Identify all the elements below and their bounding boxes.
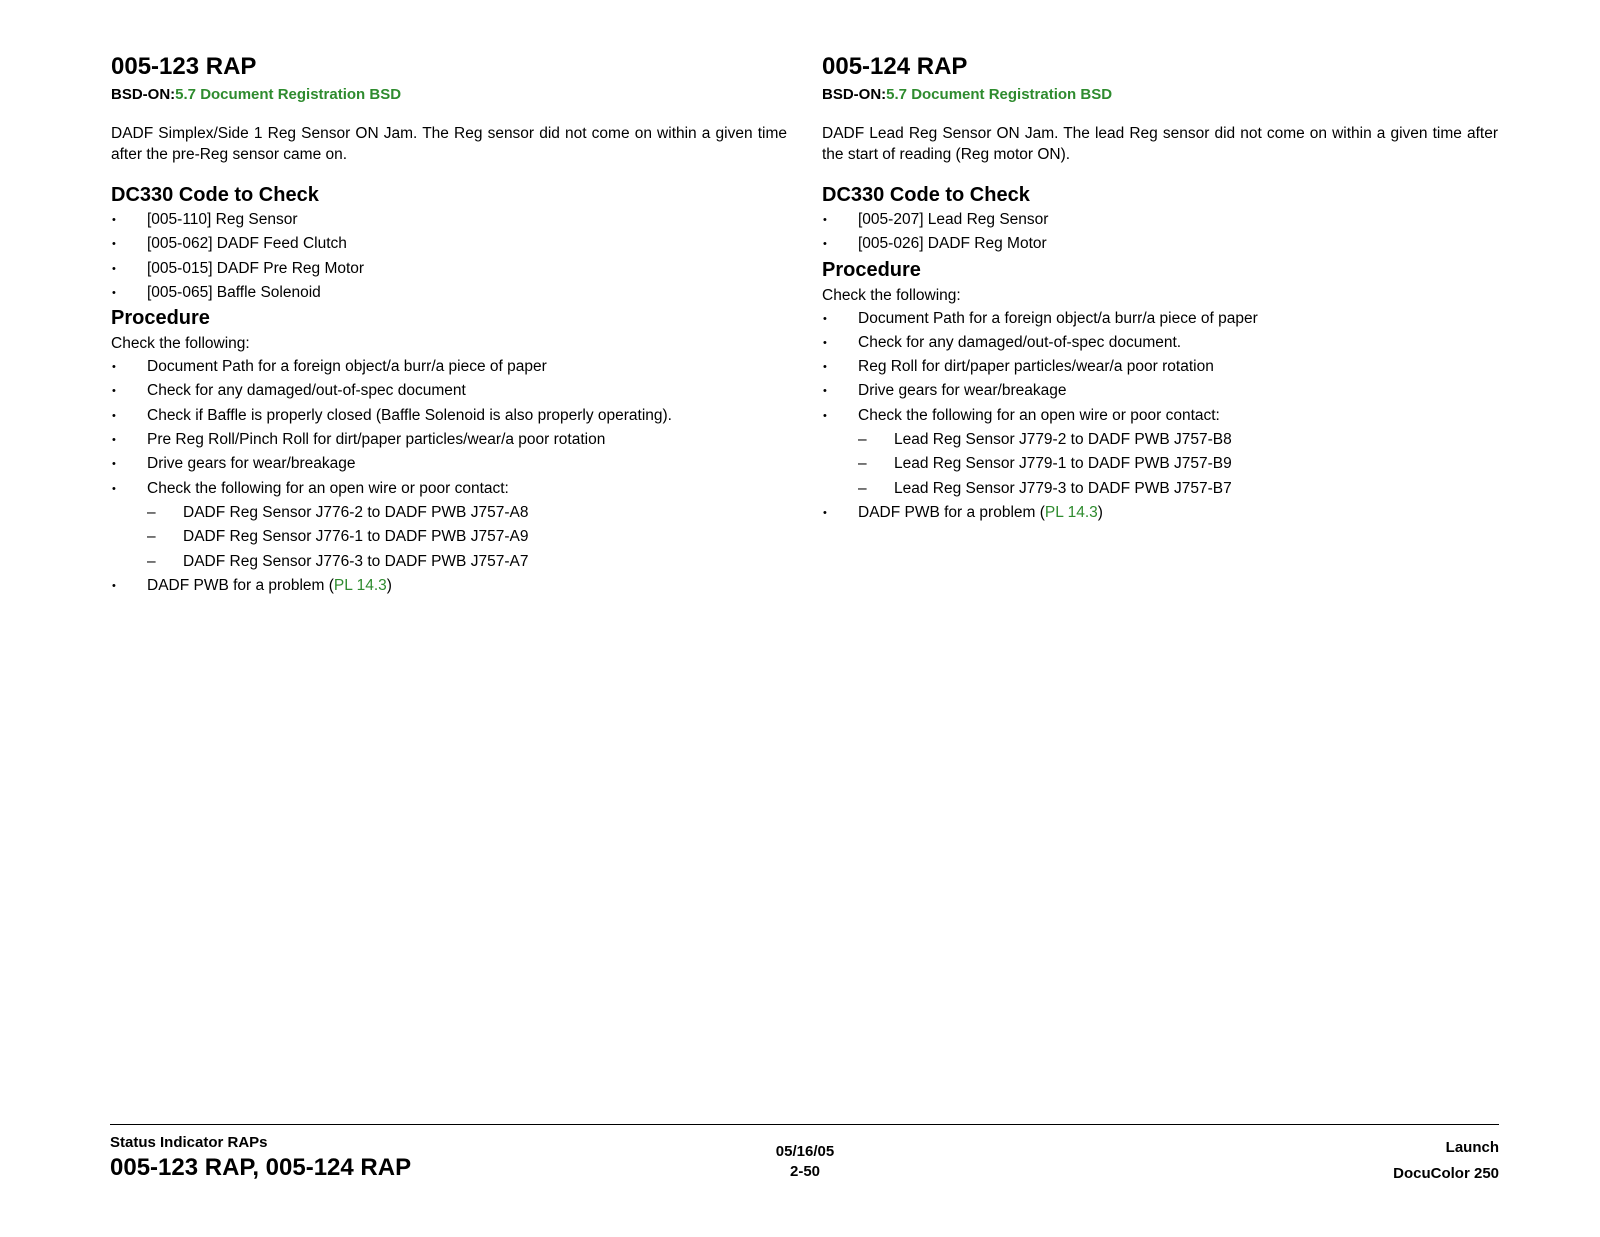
footer-version: Launch (1445, 1139, 1499, 1156)
list-item: – Lead Reg Sensor J779-2 to DADF PWB J757-B8 (858, 428, 1498, 452)
bullet-icon: • (112, 482, 116, 495)
dash-icon: – (147, 528, 156, 546)
dash-icon: – (858, 455, 867, 473)
code-list (822, 208, 1498, 257)
wire-check-list (822, 428, 1498, 501)
fault-description: DADF Simplex/Side 1 Reg Sensor ON Jam. The Reg sensor did not come on within a given time after the pre-Reg sensor came on. (111, 125, 787, 163)
list-item: • Document Path for a foreign object/a burr/a piece of paper (111, 355, 787, 379)
list-item: • [005-110] Reg Sensor (111, 208, 787, 232)
procedure-heading: Procedure (111, 307, 210, 330)
wire-check-list (111, 501, 787, 574)
footer-center (740, 1142, 870, 1182)
list-item: – DADF Reg Sensor J776-1 to DADF PWB J757-A9 (147, 525, 787, 549)
list-item: • Drive gears for wear/breakage (822, 379, 1498, 403)
list-item: – DADF Reg Sensor J776-2 to DADF PWB J757-A8 (147, 501, 787, 525)
list-item: • Check for any damaged/out-of-spec document. (822, 331, 1498, 355)
bullet-icon: • (112, 286, 116, 299)
final-step-list (111, 574, 787, 598)
list-item: • [005-065] Baffle Solenoid (111, 281, 787, 305)
bullet-icon: • (823, 506, 827, 519)
bullet-icon: • (112, 262, 116, 275)
list-item: • Drive gears for wear/breakage (111, 452, 787, 476)
list-item: • Document Path for a foreign object/a burr/a piece of paper (822, 307, 1498, 331)
footer-section-name: Status Indicator RAPs (110, 1134, 268, 1151)
bullet-icon: • (112, 579, 116, 592)
list-item: • DADF PWB for a problem (PL 14.3) (111, 574, 787, 598)
bullet-icon: • (823, 238, 827, 251)
parts-list-link[interactable]: PL 14.3 (1044, 503, 1098, 521)
bullet-icon: • (823, 312, 827, 325)
bsd-reference (111, 85, 787, 105)
bsd-link[interactable]: 5.7 Document Registration BSD (175, 86, 402, 103)
bsd-label: BSD-ON: (822, 86, 887, 103)
list-item: • Check the following for an open wire or poor contact: (822, 404, 1498, 428)
bullet-icon: • (112, 238, 116, 251)
check-intro: Check the following: (822, 286, 961, 304)
bullet-icon: • (112, 214, 116, 226)
bullet-icon: • (112, 434, 116, 447)
rap-title: 005-123 RAP (111, 53, 257, 80)
dash-icon: – (858, 479, 867, 497)
dash-icon: – (147, 503, 156, 521)
procedure-list (822, 307, 1498, 428)
procedure-heading: Procedure (822, 258, 921, 281)
list-item: – DADF Reg Sensor J776-3 to DADF PWB J757-A7 (147, 550, 787, 574)
bullet-icon: • (823, 336, 827, 349)
bsd-label: BSD-ON: (111, 86, 176, 103)
list-item: • Pre Reg Roll/Pinch Roll for dirt/paper particles/wear/a poor rotation (111, 428, 787, 452)
procedure-list (111, 355, 787, 501)
bullet-icon: • (112, 385, 116, 398)
list-item: • [005-026] DADF Reg Motor (822, 232, 1498, 256)
list-item: • Check if Baffle is properly closed (Baffle Solenoid is also properly operating). (111, 404, 787, 428)
list-item: • DADF PWB for a problem (PL 14.3) (822, 501, 1498, 525)
code-check-heading: DC330 Code to Check (822, 184, 1030, 206)
fault-description: DADF Lead Reg Sensor ON Jam. The lead Reg sensor did not come on within a given time after the start of reading (Reg motor ON). (822, 125, 1498, 163)
code-list (111, 208, 787, 305)
bullet-icon: • (823, 361, 827, 374)
dash-icon: – (858, 431, 867, 449)
footer-product: DocuColor 250 (1393, 1165, 1499, 1182)
check-intro: Check the following: (111, 335, 250, 353)
right-column (822, 52, 1498, 525)
final-step-list (822, 501, 1498, 525)
footer-page-number: 2-50 (789, 1163, 821, 1180)
list-item: • Check the following for an open wire or poor contact: (111, 477, 787, 501)
footer-date: 05/16/05 (775, 1143, 835, 1160)
footer-right (1393, 1135, 1499, 1187)
list-item: • Reg Roll for dirt/paper particles/wear/a poor rotation (822, 355, 1498, 379)
bullet-icon: • (823, 409, 827, 422)
list-item: – Lead Reg Sensor J779-1 to DADF PWB J757-B9 (858, 452, 1498, 476)
list-item: • Check for any damaged/out-of-spec document (111, 379, 787, 403)
bullet-icon: • (112, 409, 116, 422)
parts-list-link[interactable]: PL 14.3 (333, 576, 387, 594)
list-item: • [005-015] DADF Pre Reg Motor (111, 257, 787, 281)
bsd-link[interactable]: 5.7 Document Registration BSD (886, 86, 1113, 103)
bullet-icon: • (823, 385, 827, 398)
rap-title: 005-124 RAP (822, 53, 968, 80)
code-check-heading: DC330 Code to Check (111, 184, 319, 206)
list-item: • [005-207] Lead Reg Sensor (822, 208, 1498, 232)
bullet-icon: • (112, 458, 116, 471)
list-item: • [005-062] DADF Feed Clutch (111, 232, 787, 256)
bullet-icon: • (112, 361, 116, 374)
left-column (111, 52, 787, 598)
list-item: – Lead Reg Sensor J779-3 to DADF PWB J757-B7 (858, 477, 1498, 501)
footer-divider (110, 1124, 1499, 1125)
bsd-reference (822, 85, 1498, 105)
dash-icon: – (147, 552, 156, 570)
footer-page-title: 005-123 RAP, 005-124 RAP (110, 1154, 412, 1181)
bullet-icon: • (823, 214, 827, 226)
